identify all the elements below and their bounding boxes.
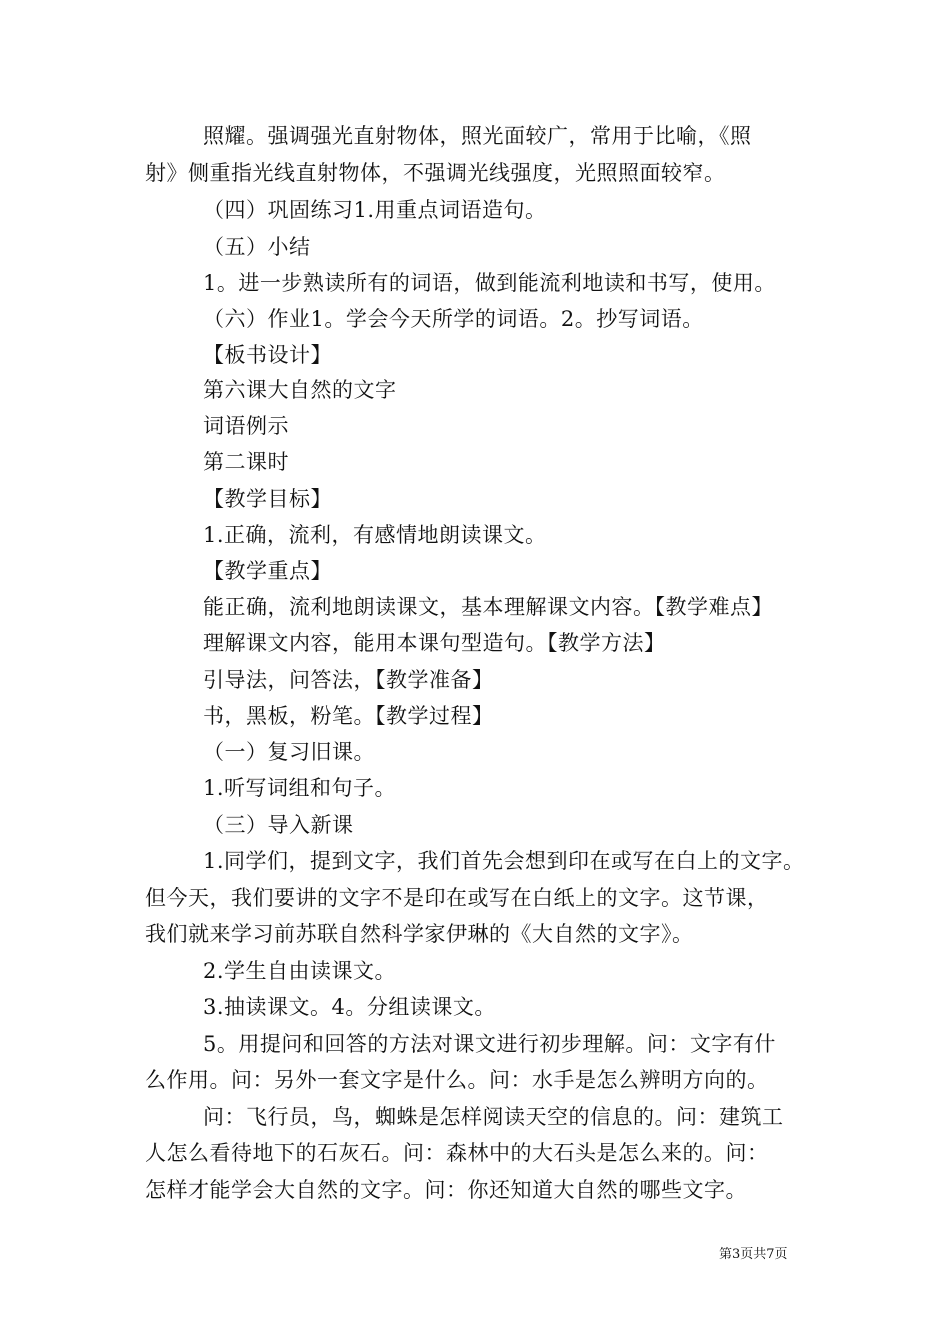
- text-line: （五）小结: [203, 235, 311, 259]
- text-line: 问：飞行员，鸟，蜘蛛是怎样阅读天空的信息的。问：建筑工: [203, 1105, 784, 1129]
- text-line: 1.正确，流利，有感情地朗读课文。: [203, 523, 547, 547]
- text-line: 第二课时: [203, 450, 289, 474]
- text-line: 怎样才能学会大自然的文字。问：你还知道大自然的哪些文字。: [145, 1178, 747, 1202]
- text-line: 2.学生自由读课文。: [203, 959, 397, 983]
- text-line: （四）巩固练习1.用重点词语造句。: [203, 198, 547, 222]
- text-line: 我们就来学习前苏联自然科学家伊琳的《大自然的文字》。: [145, 922, 694, 946]
- text-line: 5。用提问和回答的方法对课文进行初步理解。问：文字有什: [203, 1032, 776, 1056]
- text-line: 理解课文内容，能用本课句型造句。【教学方法】: [203, 631, 666, 655]
- section-heading: 【板书设计】: [203, 343, 332, 367]
- section-heading: 【教学目标】: [203, 487, 332, 511]
- text-line: （一）复习旧课。: [203, 740, 375, 764]
- text-line: 但今天，我们要讲的文字不是印在或写在白纸上的文字。这节课，: [145, 886, 769, 910]
- text-line: 能正确，流利地朗读课文，基本理解课文内容。【教学难点】: [203, 595, 773, 619]
- text-line: 3.抽读课文。4。分组读课文。: [203, 995, 496, 1019]
- text-line: 人怎么看待地下的石灰石。问：森林中的大石头是怎么来的。问：: [145, 1141, 769, 1165]
- text-line: 么作用。问：另外一套文字是什么。问：水手是怎么辨明方向的。: [145, 1068, 769, 1092]
- text-line: 词语例示: [203, 414, 289, 438]
- text-line: （三）导入新课: [203, 813, 354, 837]
- text-line: 1。进一步熟读所有的词语，做到能流利地读和书写，使用。: [203, 271, 776, 295]
- text-line: 书，黑板，粉笔。【教学过程】: [203, 704, 494, 728]
- text-line: 引导法，问答法，【教学准备】: [203, 668, 494, 692]
- text-line: （六）作业1。学会今天所学的词语。2。抄写词语。: [203, 307, 704, 331]
- section-heading: 【教学重点】: [203, 559, 332, 583]
- text-line: 1.听写词组和句子。: [203, 776, 397, 800]
- text-line: 第六课大自然的文字: [203, 378, 397, 402]
- text-line: 1.同学们，提到文字，我们首先会想到印在或写在白上的文字。: [203, 849, 805, 873]
- text-line: 照耀。强调强光直射物体，照光面较广，常用于比喻，《照: [203, 124, 752, 148]
- text-line: 射》侧重指光线直射物体，不强调光线强度，光照照面较窄。: [145, 161, 726, 185]
- page-number-footer: 第3页共7页: [719, 1247, 788, 1262]
